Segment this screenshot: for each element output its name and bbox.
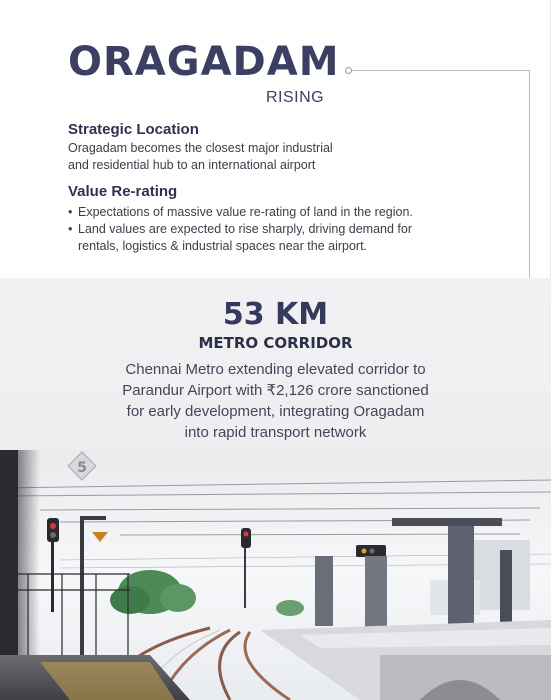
metro-distance: 53 KM: [222, 297, 329, 332]
description-line: into rapid transport network: [184, 424, 367, 441]
decorative-rule-vertical: [529, 70, 530, 278]
signal-post: [80, 516, 84, 656]
description-line: Chennai Metro extending elevated corridor to: [125, 361, 426, 378]
decorative-rule-dot: [345, 67, 352, 74]
signal-right: [356, 545, 386, 557]
decorative-rule-horizontal: [348, 70, 530, 71]
section-body-strategic-location: [68, 140, 333, 174]
metro-description: [80, 359, 471, 443]
bullet-line: • Land values are expected to rise sharply, driving demand for: [78, 222, 412, 236]
description-line: for early development, integrating Oragadam: [126, 403, 425, 420]
page-title: ORAGADAM: [68, 39, 340, 85]
bullet-list: [68, 204, 488, 255]
bullet-item: [68, 204, 488, 221]
section-heading-value-rerating: Value Re-rating: [68, 183, 178, 200]
body-line: and residential hub to an international airport: [68, 158, 316, 172]
body-line: Oragadam becomes the closest major industrial: [68, 141, 333, 155]
bullet-item: [68, 221, 488, 255]
page-subtitle: RISING: [266, 89, 325, 106]
section-heading-strategic-location: Strategic Location: [68, 121, 199, 138]
metro-label: METRO CORRIDOR: [198, 334, 353, 352]
bullet-line: • Expectations of massive value re-rating of land in the region.: [78, 205, 413, 219]
platform-number: 5: [77, 460, 87, 476]
metro-station-photo: [0, 450, 551, 700]
info-card: [0, 0, 551, 278]
bullet-line: rentals, logistics & industrial spaces near the airport.: [78, 239, 368, 253]
description-line: Parandur Airport with ₹2,126 crore sanctioned: [122, 382, 429, 399]
